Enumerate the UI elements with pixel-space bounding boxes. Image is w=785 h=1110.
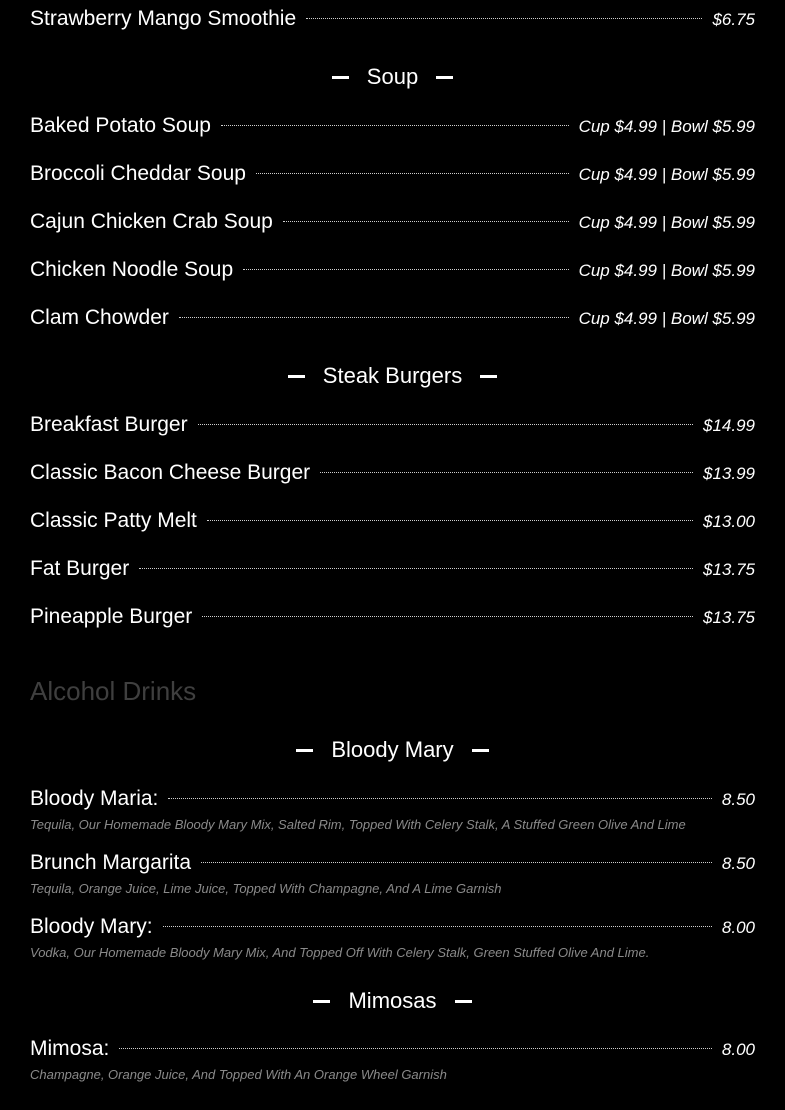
menu-item-name: Classic Patty Melt [30,509,197,532]
menu-item [30,413,755,437]
menu-item-name: Strawberry Mango Smoothie [30,7,297,30]
menu-item [30,162,755,186]
menu-item [30,557,755,581]
menu-item [30,509,755,533]
menu-item-name: Bloody Maria: [30,787,159,810]
menu-item [30,1037,755,1061]
menu-item [30,7,755,31]
menu-item-price: Cup $4.99 | Bowl $5.99 [578,213,755,232]
menu-item-description: Champagne, Orange Juice, And Topped With An Orange Wheel Garnish [30,1067,447,1082]
menu-item [30,210,755,234]
section-title: Soup [366,64,419,89]
menu-item-name: Cajun Chicken Crab Soup [30,210,273,233]
dash-icon [455,1000,472,1003]
menu-item-price: Cup $4.99 | Bowl $5.99 [578,117,755,136]
menu-item-name: Clam Chowder [30,306,169,329]
menu-item [30,787,755,811]
dotted-leader [306,18,702,19]
menu-item-price: $13.00 [703,512,755,531]
menu-item [30,114,755,138]
dotted-leader [221,125,569,126]
menu-item-description: Tequila, Our Homemade Bloody Mary Mix, Salted Rim, Topped With Celery Stalk, A Stuffed Green Olive And Lime [30,817,686,832]
category-title: Alcohol Drinks [30,676,197,706]
menu-item-price: $13.99 [703,464,755,483]
dash-icon [296,749,313,752]
dotted-leader [202,616,693,617]
dash-icon [480,375,497,378]
dotted-leader [168,798,712,799]
dash-icon [436,76,453,79]
menu-item [30,851,755,875]
dotted-leader [320,472,693,473]
menu-item-price: 8.50 [721,790,755,809]
menu-item-price: $13.75 [703,560,755,579]
menu-item-price: 8.50 [721,854,755,873]
menu-item-description: Tequila, Orange Juice, Lime Juice, Topped With Champagne, And A Lime Garnish [30,881,502,896]
dotted-leader [119,1048,712,1049]
menu-item-name: Chicken Noodle Soup [30,258,234,281]
section-header-steak-burgers [0,363,785,389]
dash-icon [472,749,489,752]
section-title: Steak Burgers [322,363,463,388]
menu-item-name: Mimosa: [30,1037,110,1060]
menu-item-name: Fat Burger [30,557,130,580]
dotted-leader [198,424,693,425]
menu-item-name: Baked Potato Soup [30,114,211,137]
menu-item-name: Bloody Mary: [30,915,153,938]
dotted-leader [201,862,712,863]
menu-item-description: Vodka, Our Homemade Bloody Mary Mix, And Topped Off With Celery Stalk, Green Stuffed Olive And Lime. [30,945,650,960]
section-title: Bloody Mary [331,737,454,762]
menu-item-name: Brunch Margarita [30,851,192,874]
dotted-leader [207,520,693,521]
menu-item-name: Classic Bacon Cheese Burger [30,461,311,484]
dash-icon [332,76,349,79]
menu-item-price: Cup $4.99 | Bowl $5.99 [578,261,755,280]
dash-icon [313,1000,330,1003]
section-header-mimosas [0,988,785,1014]
section-header-bloody-mary [0,737,785,763]
menu-item-name: Breakfast Burger [30,413,188,436]
menu-item-name: Pineapple Burger [30,605,193,628]
menu-item-price: 8.00 [721,1040,755,1059]
dotted-leader [139,568,693,569]
menu-item [30,915,755,939]
dotted-leader [256,173,569,174]
menu-item-price: Cup $4.99 | Bowl $5.99 [578,309,755,328]
menu-item-name: Broccoli Cheddar Soup [30,162,246,185]
menu-item-price: $13.75 [703,608,755,627]
menu-item [30,258,755,282]
dotted-leader [283,221,569,222]
menu-item-price: $14.99 [703,416,755,435]
menu-item-price: Cup $4.99 | Bowl $5.99 [578,165,755,184]
menu-item [30,461,755,485]
menu-item [30,605,755,629]
menu-item [30,306,755,330]
dotted-leader [163,926,712,927]
section-header-soup [0,64,785,90]
dotted-leader [179,317,569,318]
dash-icon [288,375,305,378]
section-title: Mimosas [348,988,437,1013]
menu-item-price: $6.75 [712,10,755,29]
dotted-leader [243,269,568,270]
menu-item-price: 8.00 [721,918,755,937]
